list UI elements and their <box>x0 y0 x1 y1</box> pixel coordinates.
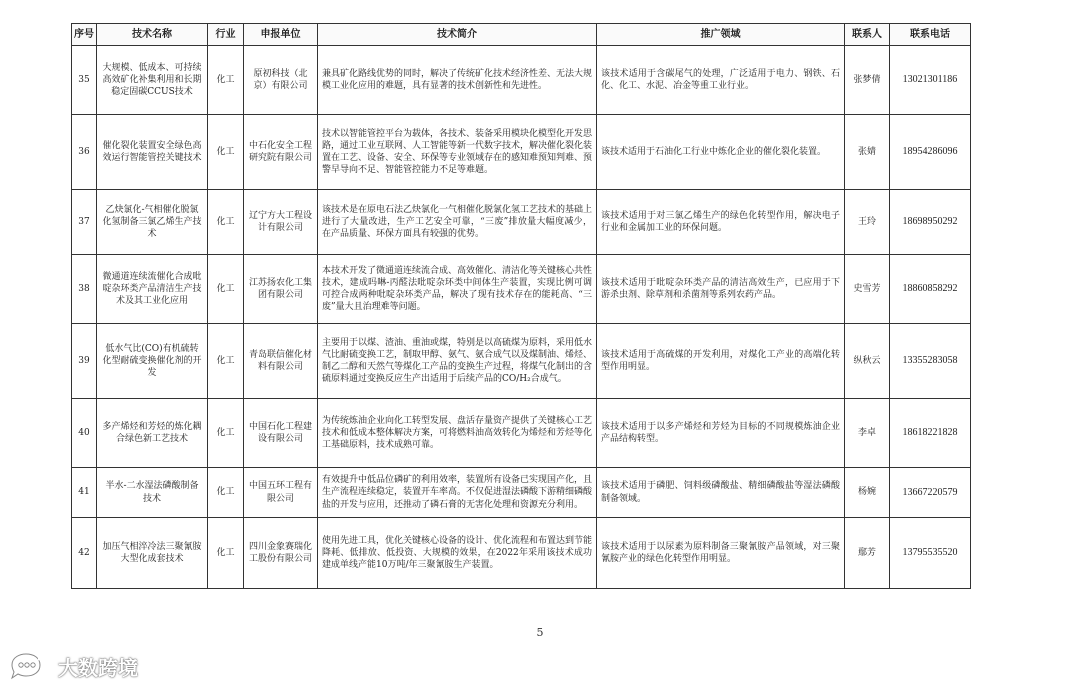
table-header-row <box>72 24 971 46</box>
row-tech-name: 低水气比(CO)有机硫转化型耐硫变换催化剂的开发 <box>97 324 208 399</box>
row-phone: 13667220579 <box>890 468 971 518</box>
row-field: 该技术适用于含碳尾气的处理，广泛适用于电力、钢铁、石化、化工、水泥、冶金等重工业行业。 <box>597 46 845 115</box>
row-unit: 中国五环工程有限公司 <box>244 468 318 518</box>
table-row <box>72 324 971 399</box>
header-person: 联系人 <box>845 24 890 46</box>
row-phone: 13021301186 <box>890 46 971 115</box>
table-row <box>72 518 971 589</box>
row-no: 37 <box>72 190 97 255</box>
row-no: 35 <box>72 46 97 115</box>
row-unit: 中石化安全工程研究院有限公司 <box>244 115 318 190</box>
row-person: 李卓 <box>845 399 890 468</box>
table-row <box>72 468 971 518</box>
row-intro: 本技术开发了微通道连续流合成、高效催化、清洁化等关键核心共性技术，建成吗啉-丙醛法吡啶杂环类中间体生产装置，实现比例可调可控合成两种吡啶杂环类产品，解决了现有技术存在的能耗高、“三废”量大且治理难等问题。 <box>318 255 597 324</box>
row-unit: 四川金象赛瑞化工股份有限公司 <box>244 518 318 589</box>
row-phone: 13795535520 <box>890 518 971 589</box>
row-industry: 化工 <box>208 399 244 468</box>
row-industry: 化工 <box>208 324 244 399</box>
row-tech-name: 半水-二水湿法磷酸制备技术 <box>97 468 208 518</box>
row-intro: 使用先进工具，优化关键核心设备的设计、优化流程和布置达到节能降耗、低排放、低投资、大规模的效果，在2022年采用该技术成功建成单线产能10万吨/年三聚氰胺生产装置。 <box>318 518 597 589</box>
header-industry: 行业 <box>208 24 244 46</box>
row-intro: 技术以智能管控平台为载体，各技术、装备采用模块化模型化开发思路，通过工业互联网、人工智能等新一代数字技术，解决催化裂化装置在工艺、设备、安全、环保等专业领域存在的感知难预知判难、预警早导向不足、智能管控能力不足等难题。 <box>318 115 597 190</box>
row-phone: 18860858292 <box>890 255 971 324</box>
row-no: 38 <box>72 255 97 324</box>
row-person: 张婧 <box>845 115 890 190</box>
table-row <box>72 255 971 324</box>
row-field: 该技术适用于磷肥、饲料级磷酸盐、精细磷酸盐等湿法磷酸制备领域。 <box>597 468 845 518</box>
row-phone: 18618221828 <box>890 399 971 468</box>
row-no: 41 <box>72 468 97 518</box>
row-phone: 18698950292 <box>890 190 971 255</box>
row-unit: 江苏扬农化工集团有限公司 <box>244 255 318 324</box>
row-industry: 化工 <box>208 115 244 190</box>
row-intro: 该技术是在原电石法乙炔氯化一气相催化脱氯化氢工艺技术的基础上进行了大量改进，生产工艺安全可靠，“三废”排放量大幅度减少，在产品质量、环保方面具有较强的优势。 <box>318 190 597 255</box>
row-tech-name: 大规模、低成本、可持续高效矿化补集利用和长期稳定固碳CCUS技术 <box>97 46 208 115</box>
row-no: 36 <box>72 115 97 190</box>
row-tech-name: 微通道连续流催化合成吡啶杂环类产品清洁生产技术及其工业化应用 <box>97 255 208 324</box>
row-person: 史雪芳 <box>845 255 890 324</box>
header-unit: 申报单位 <box>244 24 318 46</box>
row-unit: 青岛联信催化材料有限公司 <box>244 324 318 399</box>
row-no: 39 <box>72 324 97 399</box>
row-intro: 为传统炼油企业向化工转型发展、盘活存量资产提供了关键核心工艺技术和低成本整体解决方案，可将燃料油高效转化为烯烃和芳烃等化工基础原料，技术成熟可靠。 <box>318 399 597 468</box>
header-no: 序号 <box>72 24 97 46</box>
row-tech-name: 多产烯烃和芳烃的炼化耦合绿色新工艺技术 <box>97 399 208 468</box>
row-person: 张梦倩 <box>845 46 890 115</box>
table-row <box>72 46 971 115</box>
row-tech-name: 乙炔氯化-气相催化脱氯化氢制备三氯乙烯生产技术 <box>97 190 208 255</box>
row-industry: 化工 <box>208 46 244 115</box>
row-field: 该技术适用于以尿素为原料制备三聚氰胺产品领域，对三聚氰胺产业的绿色化转型作用明显。 <box>597 518 845 589</box>
row-unit: 辽宁方大工程设计有限公司 <box>244 190 318 255</box>
chat-bubble-logo-icon <box>8 651 52 681</box>
row-field: 该技术适用于石油化工行业中炼化企业的催化裂化装置。 <box>597 115 845 190</box>
watermark-text: 大数跨境 <box>58 655 138 680</box>
row-field: 该技术适用于以多产烯烃和芳烃为目标的不同规模炼油企业产品结构转型。 <box>597 399 845 468</box>
table-row <box>72 399 971 468</box>
row-field: 该技术适用于吡啶杂环类产品的清洁高效生产，已应用于下游杀虫剂、除草剂和杀菌剂等系列农药产品。 <box>597 255 845 324</box>
header-intro: 技术简介 <box>318 24 597 46</box>
row-unit: 原初科技（北京）有限公司 <box>244 46 318 115</box>
row-industry: 化工 <box>208 255 244 324</box>
header-field: 推广领域 <box>597 24 845 46</box>
row-person: 杨婉 <box>845 468 890 518</box>
row-no: 40 <box>72 399 97 468</box>
row-industry: 化工 <box>208 468 244 518</box>
table-row <box>72 190 971 255</box>
row-phone: 18954286096 <box>890 115 971 190</box>
row-intro: 兼具矿化路线优势的同时，解决了传统矿化技术经济性差、无法大规模工业化应用的难题，具有显著的技术创新性和先进性。 <box>318 46 597 115</box>
row-person: 鄢芳 <box>845 518 890 589</box>
row-tech-name: 催化裂化装置安全绿色高效运行智能管控关键技术 <box>97 115 208 190</box>
row-person: 纵秋云 <box>845 324 890 399</box>
header-tech-name: 技术名称 <box>97 24 208 46</box>
row-field: 该技术适用于对三氯乙烯生产的绿色化转型作用，解决电子行业和金属加工业的环保问题。 <box>597 190 845 255</box>
row-unit: 中国石化工程建设有限公司 <box>244 399 318 468</box>
row-intro: 主要用于以煤、渣油、重油或煤，特别是以高硫煤为原料，采用低水气比耐硫变换工艺，制取甲醇、氨气、氨合成气以及煤制油、烯烃、制乙二醇和天然气等煤化工产品的变换生产过程，将煤气化制出的含硫原料通过变换反应生产出适用于后续产品的CO/H₂合成气。 <box>318 324 597 399</box>
row-no: 42 <box>72 518 97 589</box>
row-field: 该技术适用于高硫煤的开发利用，对煤化工产业的高端化转型作用明显。 <box>597 324 845 399</box>
table-row <box>72 115 971 190</box>
row-industry: 化工 <box>208 190 244 255</box>
row-person: 王玲 <box>845 190 890 255</box>
header-phone: 联系电话 <box>890 24 971 46</box>
row-intro: 有效提升中低品位磷矿的利用效率，装置所有设备已实现国产化，且生产流程连续稳定，装置开车率高。不仅促进湿法磷酸下游精细磷酸盐的开发与应用，还推动了磷石膏的无害化处理和资源充分利用。 <box>318 468 597 518</box>
row-phone: 13355283058 <box>890 324 971 399</box>
technology-table <box>71 23 971 589</box>
row-tech-name: 加压气相淬冷法三聚氰胺大型化成套技术 <box>97 518 208 589</box>
page-number: 5 <box>536 626 544 639</box>
row-industry: 化工 <box>208 518 244 589</box>
watermark <box>8 650 138 682</box>
